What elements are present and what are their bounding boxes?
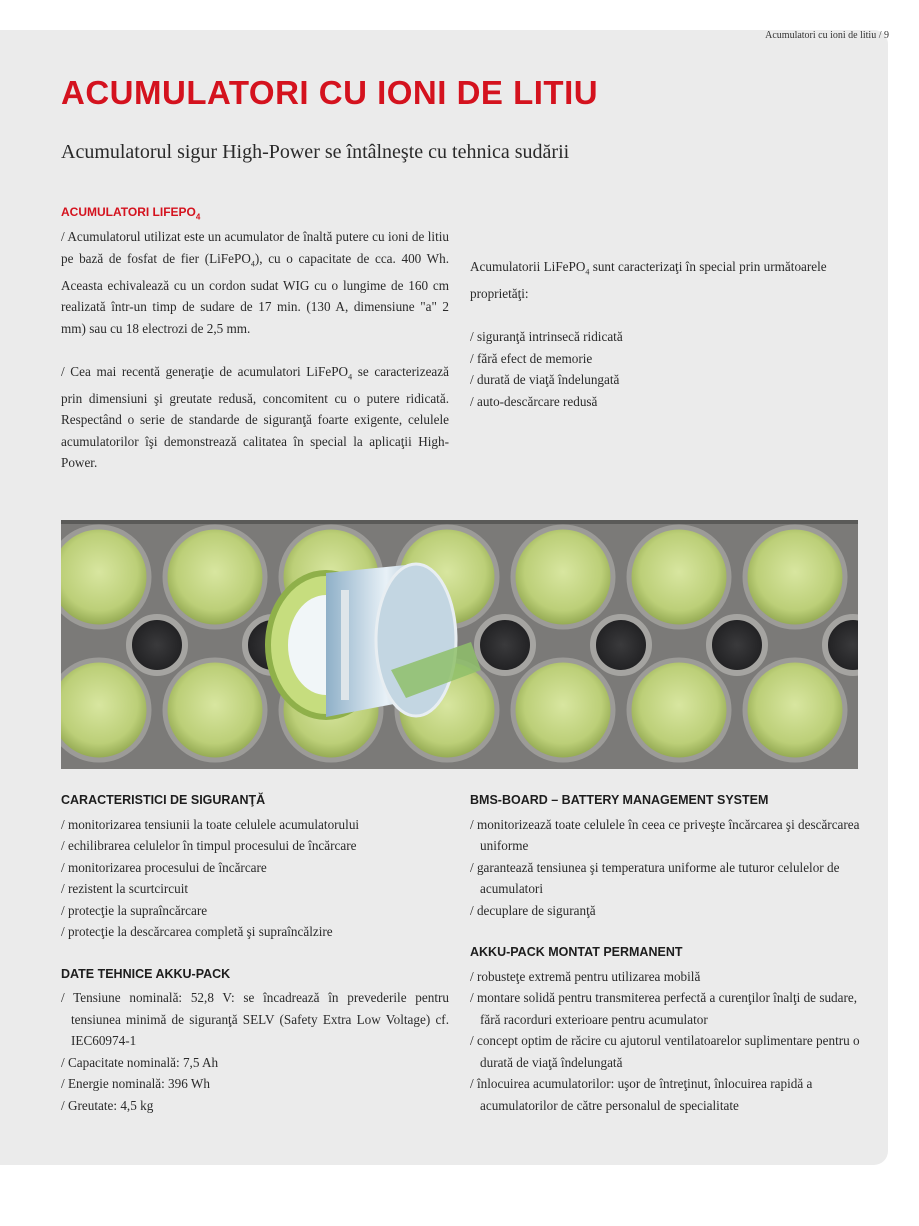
battery-cells-photo bbox=[61, 520, 858, 769]
lower-right-column bbox=[470, 790, 860, 1116]
safety-heading: CARACTERISTICI DE SIGURANŢĂ bbox=[61, 793, 266, 807]
akku-pack-list bbox=[470, 966, 860, 1117]
list-item: / fără efect de memorie bbox=[470, 350, 593, 366]
akku-pack-heading: AKKU-PACK MONTAT PERMANENT bbox=[470, 945, 683, 959]
properties-list bbox=[470, 326, 860, 412]
list-item: / monitorizează toate celulele în ceea ce priveşte încărcarea şi descărcarea uniforme bbox=[470, 816, 860, 853]
list-item: / rezistent la scurtcircuit bbox=[61, 881, 189, 896]
lifepo-left-column bbox=[61, 226, 449, 474]
list-item: / echilibrarea celulelor în timpul procesului de încărcare bbox=[61, 838, 357, 853]
list-item: / protecţie la supraîncărcare bbox=[61, 902, 208, 918]
list-item: / decuplare de siguranţă bbox=[470, 902, 596, 918]
list-item: / auto-descărcare redusă bbox=[470, 393, 598, 409]
lifepo-paragraph-2: / Cea mai recentă generaţie de acumulatori LiFePO$_4$ se caracterizează prin dimensiuni şi greutate redusă, concomitent cu o putere ridicată. Respectând o serie de standarde de siguranţă foarte exigente, celulele acumulatorilor îşi demonstrează calitatea în special la aplicaţii High-Power. bbox=[61, 363, 449, 471]
battery-cells-illustration bbox=[61, 520, 858, 769]
properties-intro: Acumulatorii LiFePO$_4$ sunt caracterizaţi în special prin următoarele proprietăţi: bbox=[470, 259, 827, 302]
tech-data-heading: DATE TEHNICE AKKU-PACK bbox=[61, 966, 231, 981]
list-item: / robusteţe extremă pentru utilizarea mobilă bbox=[470, 968, 701, 984]
running-header: Acumulatori cu ioni de litiu / 9 bbox=[765, 30, 889, 41]
bms-heading: BMS-BOARD – BATTERY MANAGEMENT SYSTEM bbox=[470, 793, 769, 807]
list-item: / concept optim de răcire cu ajutorul ventilatoarelor suplimentare pentru o durată de viaţă îndelungată bbox=[470, 1033, 860, 1070]
list-item: / montare solidă pentru transmiterea perfectă a curenţilor înalţi de sudare, fără racorduri exterioare pentru acumulator bbox=[470, 990, 858, 1027]
lifepo-paragraph-1: / Acumulatorul utilizat este un acumulator de înaltă putere cu ioni de litiu pe bază de fosfat de fier (LiFePO$_4$), cu o capacitate de cca. 400 Wh. Aceasta echivalează cu un cordon sudat WIG cu o lungime de 160 cm realizată într-un timp de sudare de 17 min. (130 A, dimensiune "a" 2 mm) sau cu 18 electrozi de 2,5 mm. bbox=[61, 229, 449, 336]
list-item: / monitorizarea tensiunii la toate celulele acumulatorului bbox=[61, 816, 360, 832]
list-item: / monitorizarea procesului de încărcare bbox=[61, 859, 267, 875]
lower-left-column bbox=[61, 790, 449, 1116]
list-item: / Greutate: 4,5 kg bbox=[61, 1097, 154, 1113]
list-item: / durată de viaţă îndelungată bbox=[470, 372, 620, 388]
lifepo-right-column bbox=[470, 256, 860, 412]
page-title: ACUMULATORI CU IONI DE LITIU bbox=[61, 74, 599, 111]
list-item: / înlocuirea acumulatorilor: uşor de întreţinut, înlocuirea rapidă a acumulatorilor de către personalul de specialitate bbox=[470, 1076, 813, 1113]
lifepo-heading: ACUMULATORI $LIFEPO_4$ bbox=[61, 205, 201, 222]
safety-list bbox=[61, 814, 449, 943]
list-item: / Energie nominală: 396 Wh bbox=[61, 1076, 210, 1091]
list-item: / Tensiune nominală: 52,8 V: se încadrează în prevederile pentru tensiunea minimă de siguranţă SELV (Safety Extra Low Voltage) cf. IEC60974-1 bbox=[61, 990, 449, 1048]
bms-list bbox=[470, 814, 860, 922]
page-subtitle: Acumulatorul sigur High-Power se întâlneşte cu tehnica sudării bbox=[61, 141, 570, 163]
list-item: / protecţie la descărcarea completă şi supraîncălzire bbox=[61, 924, 333, 939]
list-item: / Capacitate nominală: 7,5 Ah bbox=[61, 1054, 219, 1070]
list-item: / siguranţă intrinsecă ridicată bbox=[470, 329, 623, 345]
tech-data-list bbox=[61, 987, 449, 1116]
list-item: / garantează tensiunea şi temperatura uniforme ale tuturor celulelor de acumulatori bbox=[470, 859, 840, 896]
